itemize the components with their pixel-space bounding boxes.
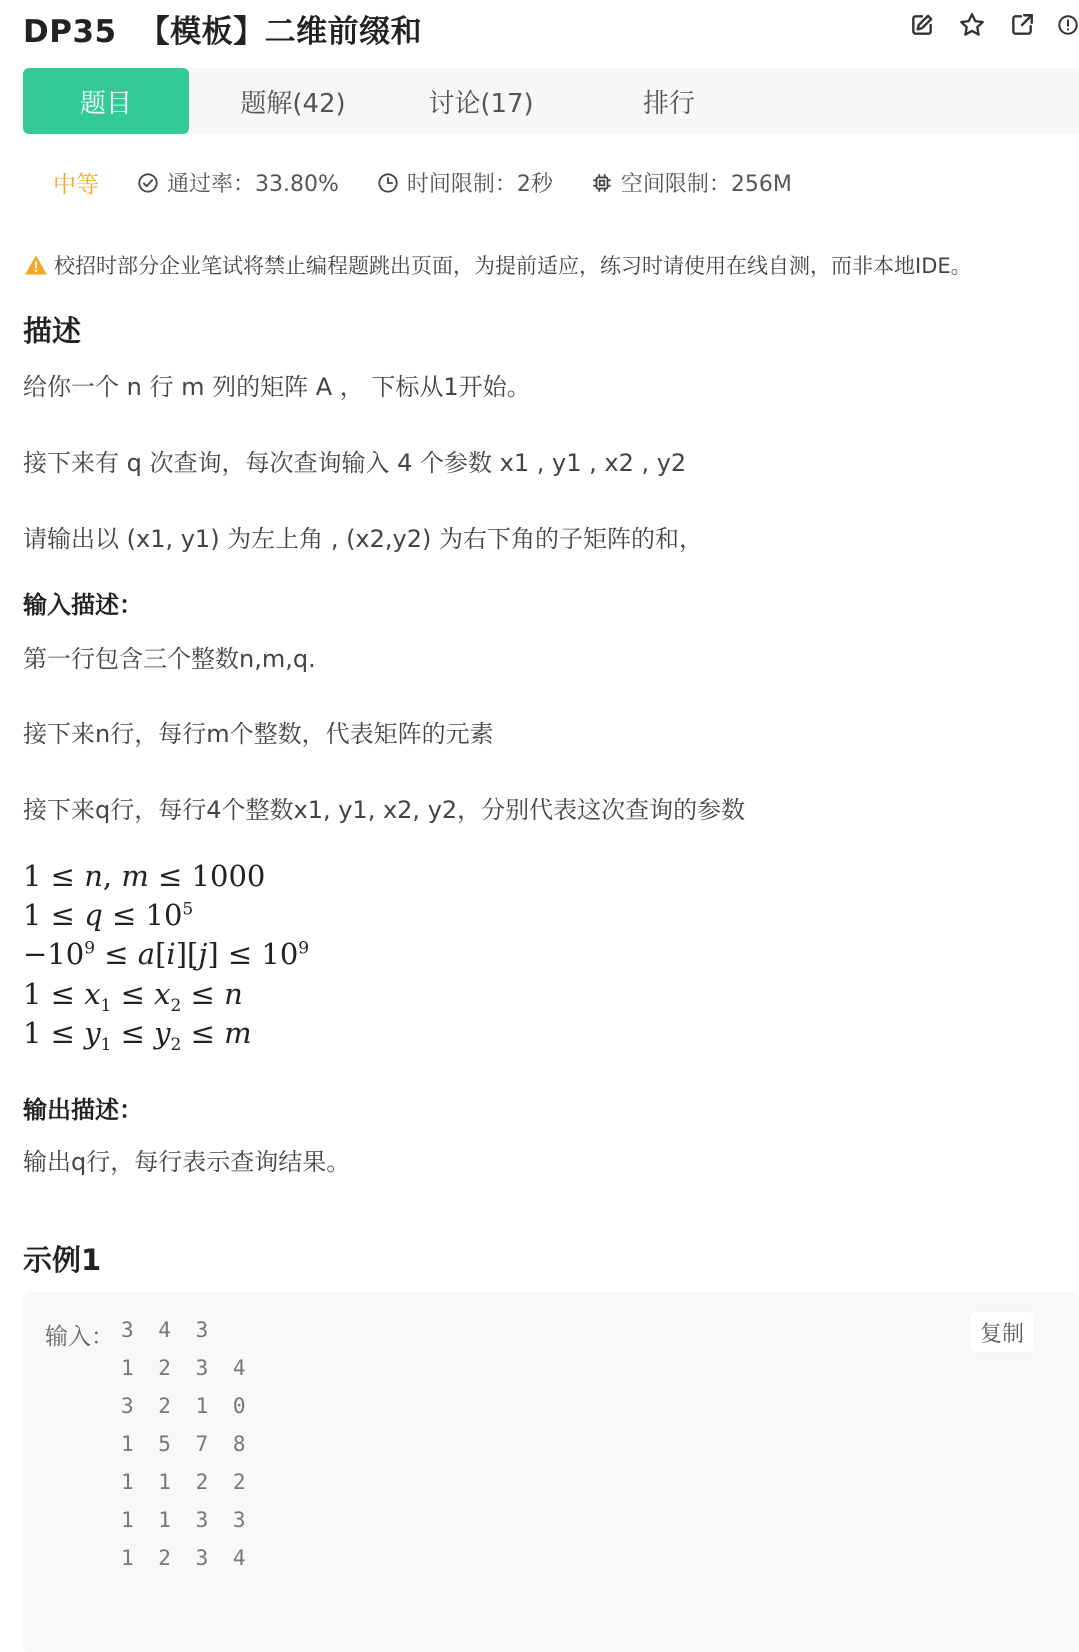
constraint-a: $-10^9 \le a[i][j] \le 10^9$ [23, 937, 310, 971]
output-description-heading: 输出描述： [23, 1096, 143, 1124]
problem-code: DP35 [23, 14, 117, 50]
header-toolbar [907, 10, 1079, 40]
example-input-line: 1 2 3 4 [121, 1546, 252, 1570]
example-heading: 示例1 [23, 1243, 102, 1277]
constraint-y: $1 \le y_1 \le y_2 \le m$ [23, 1016, 252, 1055]
example-box [23, 1292, 1079, 1652]
time-limit [377, 167, 553, 198]
description-line: 给你一个 n 行 m 列的矩阵 A ， 下标从1开始。 [23, 373, 531, 401]
clock-icon [377, 172, 399, 194]
input-description-line: 第一行包含三个整数n,m,q. [23, 645, 316, 673]
tab-solutions[interactable]: 题解(42) [240, 88, 346, 119]
chip-icon [591, 172, 613, 194]
description-heading: 描述 [23, 314, 82, 348]
tab-ranking[interactable]: 排行 [642, 88, 695, 119]
tab-problem[interactable]: 题目 [23, 68, 189, 134]
input-description-heading: 输入描述： [23, 591, 143, 619]
constraint-x: $1 \le x_1 \le x_2 \le n$ [23, 977, 243, 1016]
example-input-line: 3 2 1 0 [121, 1394, 252, 1418]
page-title [23, 6, 422, 51]
tab-bar [23, 68, 1079, 134]
description-line: 请输出以 (x1, y1) 为左上角 , (x2,y2) 为右下角的子矩阵的和， [23, 525, 704, 553]
example-input-line: 1 2 3 4 [121, 1356, 252, 1380]
problem-name: 【模板】二维前缀和 [138, 14, 423, 50]
warning-notice [24, 250, 972, 280]
warning-text: 校招时部分企业笔试将禁止编程题跳出页面，为提前适应，练习时请使用在线自测，而非本地IDE。 [54, 254, 972, 278]
copy-button[interactable]: 复制 [970, 1312, 1034, 1352]
tab-discussion[interactable]: 讨论(17) [428, 88, 534, 119]
input-description-line: 接下来n行，每行m个整数，代表矩阵的元素 [23, 720, 494, 748]
star-icon[interactable] [957, 10, 987, 40]
share-icon[interactable] [1007, 10, 1037, 40]
pass-rate [137, 167, 339, 198]
description-line: 接下来有 q 次查询，每次查询输入 4 个参数 x1 , y1 , x2 , y2 [23, 449, 687, 477]
input-description-line: 接下来q行，每行4个整数x1, y1, x2, y2，分别代表这次查询的参数 [23, 796, 746, 824]
time-limit-text: 时间限制：2秒 [406, 172, 553, 197]
example-input-line: 1 1 3 3 [121, 1508, 252, 1532]
memory-limit-text: 空间限制：256M [620, 172, 792, 197]
example-input-line: 1 5 7 8 [121, 1432, 252, 1456]
output-description-line: 输出q行，每行表示查询结果。 [23, 1148, 351, 1176]
check-circle-icon [137, 172, 159, 194]
pass-rate-text: 通过率：33.80% [167, 172, 339, 197]
warning-icon [24, 254, 48, 276]
problem-meta [53, 166, 830, 199]
example-input-line: 3 4 3 [121, 1318, 215, 1342]
constraint-q: $1 \le q \le 10^5$ [23, 898, 194, 932]
memory-limit [591, 167, 792, 198]
example-input-label: 输入： [45, 1324, 114, 1350]
example-input-line: 1 1 2 2 [121, 1470, 252, 1494]
info-icon[interactable] [1057, 10, 1079, 40]
example-input [121, 1316, 252, 1582]
difficulty-label: 中等 [53, 172, 99, 198]
constraint-n-m: 1 ≤ n, m ≤ 1000 [23, 859, 266, 893]
edit-icon[interactable] [907, 10, 937, 40]
